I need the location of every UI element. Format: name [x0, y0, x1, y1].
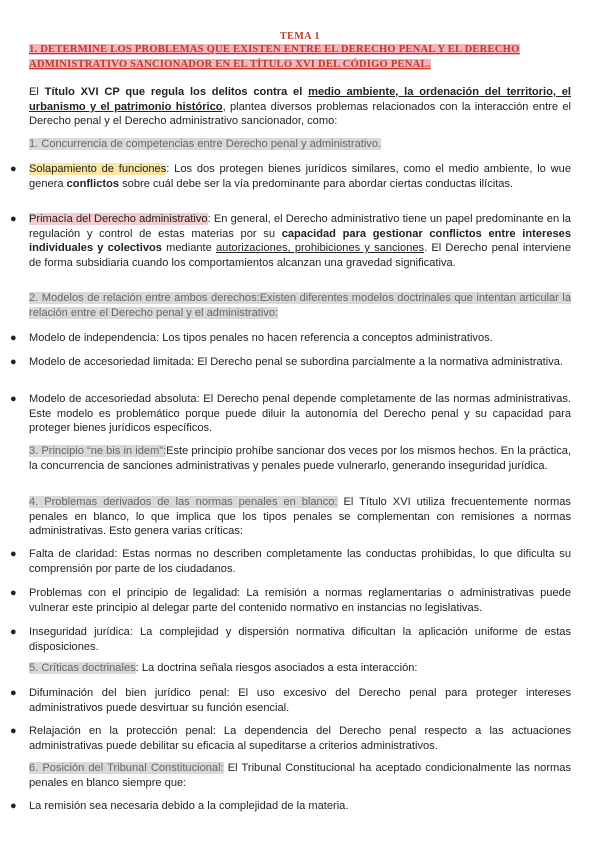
list-item: La remisión sea necesaria debido a la complejidad de la materia.	[29, 800, 349, 812]
list-item: Modelo de accesoriedad limitada: El Derecho penal se subordina parcialmente a la normativa administrativa.	[29, 356, 564, 368]
section-6-text: El Tribunal Constitucional ha aceptado condicionalmente las normas penales en blanco siempre que:	[29, 762, 571, 789]
bullet-icon: ●	[10, 163, 17, 175]
intro-bold: Título XVI CP que regula los delitos contra el	[44, 86, 309, 98]
section-2-heading	[29, 291, 571, 320]
section-3-paragraph	[29, 444, 571, 473]
section-3-text: Este principio prohíbe sancionar dos veces por los mismos hechos. En la práctica, la concurrencia de sanciones administrativas y penales puede vulnerarlo, generando inseguridad jurídica.	[29, 445, 571, 472]
intro-text-a: El	[29, 86, 45, 98]
list-item: Inseguridad jurídica: La complejidad y dispersión normativa dificultan la aplicación uniforme de estas disposiciones.	[29, 626, 571, 653]
bullet-icon: ●	[10, 213, 17, 225]
bullet-icon: ●	[10, 356, 17, 368]
section-6-paragraph	[29, 761, 571, 790]
list-item: Modelo de accesoriedad absoluta: El Derecho penal depende completamente de las normas administrativas. Este modelo es problemático porque puede diluir la autonomía del Derecho penal y su capacidad para proteger bienes jurídicos específicos.	[29, 393, 571, 435]
list-item-bold: conflictos	[66, 177, 120, 190]
bullet-icon: ●	[10, 548, 17, 560]
question-heading	[29, 42, 571, 72]
section-3-heading-text: 3. Principio “ne bis in idem”:	[29, 445, 167, 457]
list-item-text: : En general, el Derecho administrativo tiene un papel predominante en la regulación y control de estas materias por su	[29, 213, 571, 240]
list-item-underlined: autorizaciones, prohibiciones y sanciones	[216, 242, 425, 255]
bullet-icon: ●	[10, 332, 17, 344]
section-4-text: El Título XVI utiliza frecuentemente normas penales en blanco, lo que implica que los tipos penales se complementan con remisiones a normas administrativas. Esto genera varias críticas:	[29, 496, 571, 538]
section-5-heading-text: 5. Críticas doctrinales	[29, 662, 136, 674]
bullet-icon: ●	[10, 626, 17, 638]
section-5-paragraph	[29, 661, 571, 676]
list-item: Difuminación del bien jurídico penal: El uso excesivo del Derecho penal para proteger intereses administrativos puede desvirtuar su función esencial.	[29, 687, 571, 714]
list-item-text: mediante	[161, 242, 216, 255]
intro-paragraph	[29, 85, 571, 129]
list-item: Problemas con el principio de legalidad: La remisión a normas reglamentarias o administrativas puede vulnerar este principio al delegar parte del contenido normativo en instancias no legislativas.	[29, 587, 571, 614]
list-item	[29, 162, 571, 191]
section-2-heading-text: 2. Modelos de relación entre ambos derechos:Existen diferentes modelos doctrinales que intentan articular la relación entre el Derecho penal y el administrativo:	[29, 292, 571, 319]
section-6-heading-text: 6. Posición del Tribunal Constitucional:	[29, 762, 224, 774]
section-4-heading-text: 4. Problemas derivados de las normas penales en blanco:	[29, 496, 338, 508]
bullet-icon: ●	[10, 393, 17, 405]
list-item	[29, 212, 571, 270]
bullet-icon: ●	[10, 800, 17, 812]
list-item: Modelo de independencia: Los tipos penales no hacen referencia a conceptos administrativos.	[29, 332, 493, 344]
bullet-icon: ●	[10, 587, 17, 599]
list-item-label: Solapamiento de funciones	[29, 163, 167, 175]
intro-underlined: medio ambiente, la ordenación del territorio, el urbanismo y el patrimonio histórico	[29, 86, 571, 113]
bullet-icon: ●	[10, 725, 17, 737]
section-4-paragraph	[29, 495, 571, 539]
list-item-text: . El Derecho penal interviene de forma subsidiaria cuando los comportamientos alcanzan una gravedad significativa.	[29, 242, 572, 269]
bullet-icon: ●	[10, 687, 17, 699]
section-5-text: : La doctrina señala riesgos asociados a esta interacción:	[135, 662, 418, 674]
list-item-text: sobre cuál debe ser la vía predominante para abordar ciertas conductas ilícitas.	[119, 177, 514, 190]
page-title: TEMA 1	[280, 31, 320, 42]
list-item-text: : Los dos protegen bienes jurídicos similares, como el medio ambiente, lo wue genera	[29, 163, 571, 190]
list-item: Relajación en la protección penal: La dependencia del Derecho penal respecto a las actuaciones administrativas puede debilitar su eficacia al supeditarse a criterios administrativos.	[29, 725, 571, 752]
intro-text-d: , plantea diversos problemas relacionados con la interacción entre el Derecho penal y el Derecho administrativo sancionador, como:	[29, 100, 571, 128]
section-1-heading-text: 1. Concurrencia de competencias entre Derecho penal y administrativo.	[29, 138, 382, 150]
question-text: 1. DETERMINE LOS PROBLEMAS QUE EXISTEN ENTRE EL DERECHO PENAL Y EL DERECHO ADMINISTRATIVO SANCIONADOR EN EL TÍTULO XVI DEL CÓDIGO PENAL.	[29, 44, 520, 70]
list-item-bold: capacidad para gestionar conflictos entre intereses individuales y colectivos	[29, 227, 571, 255]
section-1-heading	[29, 137, 571, 152]
list-item-label: Primacía del Derecho administrativo	[29, 213, 208, 225]
list-item: Falta de claridad: Estas normas no describen completamente las conductas prohibidas, lo que dificulta su comprensión por parte de los ciudadanos.	[29, 548, 571, 575]
